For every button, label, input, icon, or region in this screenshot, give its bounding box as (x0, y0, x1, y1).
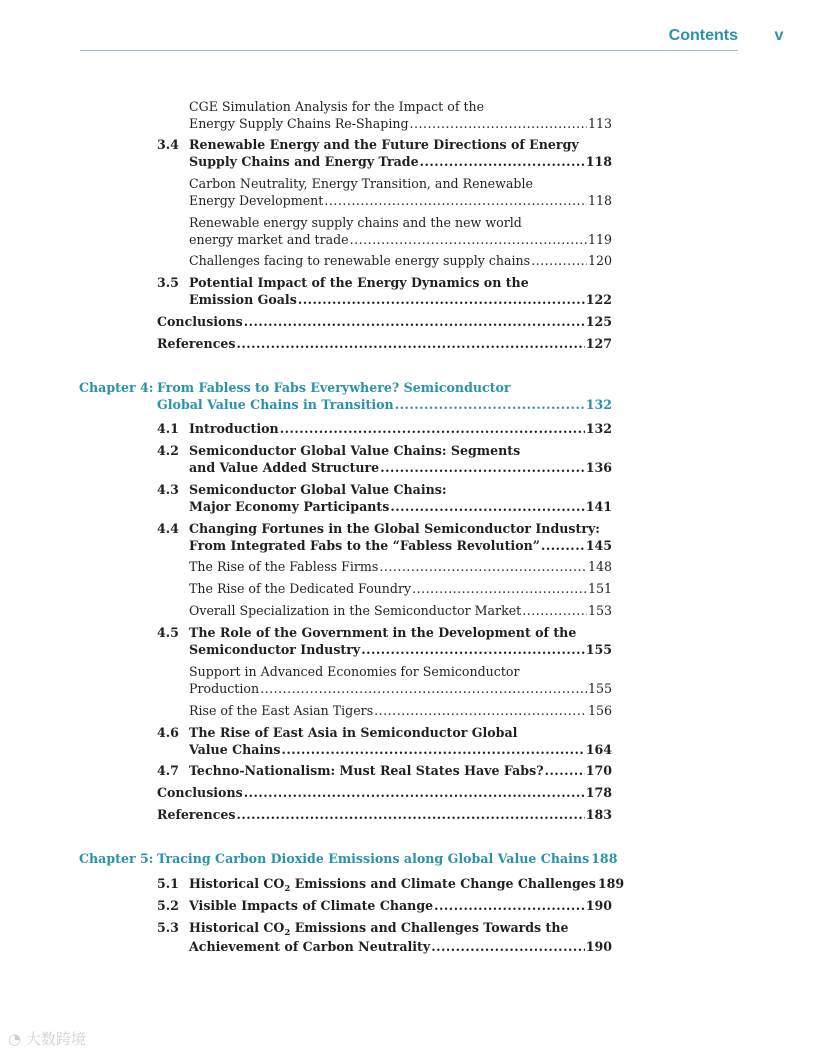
leader-dots (281, 742, 584, 759)
toc-entry-title: Challenges facing to renewable energy supply chains (189, 253, 531, 268)
toc-entry[interactable] (189, 99, 612, 132)
toc-entry-title: Rise of the East Asian Tigers (189, 703, 374, 718)
toc-entry[interactable] (189, 625, 612, 658)
toc-page-number: 122 (585, 291, 612, 307)
toc-page-number: 113 (587, 115, 612, 131)
toc-page-number: 120 (587, 253, 612, 268)
toc-entry[interactable] (189, 763, 612, 780)
leader-dots (350, 232, 587, 249)
toc-entry[interactable] (157, 336, 612, 353)
toc-entry-title: Historical $CO_2$ Emissions and Climate Change Challenges (189, 876, 596, 894)
toc-entry[interactable] (189, 137, 612, 170)
toc-page-number: 132 (585, 421, 612, 436)
leader-dots (260, 681, 587, 698)
toc-entry[interactable] (189, 703, 612, 720)
section-number: 5.2 (157, 898, 179, 913)
toc-page-number: 155 (585, 641, 612, 657)
toc-page-number: 125 (585, 314, 612, 329)
toc-entry-title: Techno-Nationalism: Must Real States Have Fabs? (189, 763, 544, 778)
leader-dots (324, 193, 587, 210)
leader-dots (531, 253, 587, 270)
toc-entry-title: Carbon Neutrality, Energy Transition, and Renewable (189, 176, 533, 191)
leader-dots (298, 292, 585, 309)
toc-entry[interactable] (189, 725, 612, 758)
toc-entry-title: Changing Fortunes in the Global Semiconductor Industry: (189, 521, 600, 536)
leader-dots (431, 939, 585, 956)
leader-dots (412, 581, 587, 598)
toc-page-number: 118 (585, 153, 612, 169)
leader-dots (244, 785, 585, 802)
toc-page-number: 119 (587, 231, 612, 247)
toc-entry[interactable] (189, 253, 612, 270)
toc-entry[interactable] (189, 603, 612, 620)
toc-entry-title: Overall Specialization in the Semiconductor Market (189, 603, 522, 618)
leader-dots (390, 499, 584, 516)
toc-page-number: 190 (585, 938, 612, 954)
leader-dots (236, 336, 584, 353)
toc-page-number: 189 (597, 876, 625, 891)
leader-dots (541, 538, 585, 555)
toc-entry-title: Historical $CO_2$ Emissions and Challenges Towards the (189, 920, 569, 938)
toc-entry[interactable] (157, 807, 612, 824)
header-divider (80, 50, 738, 51)
toc-entry[interactable] (189, 443, 612, 476)
chapter-entry[interactable] (157, 380, 612, 413)
chapter-title: Tracing Carbon Dioxide Emissions along Global Value Chains (157, 851, 590, 866)
toc-page-number: 118 (587, 192, 612, 208)
watermark: ◔ 大数跨境 (8, 1030, 86, 1048)
toc-page-number: 127 (585, 336, 612, 351)
toc-entry-title: Supply Chains and Energy Trade (189, 153, 419, 169)
section-number: 4.5 (157, 625, 179, 640)
toc-page-number: 164 (585, 741, 612, 757)
leader-dots (280, 421, 585, 438)
toc-page-number: 178 (585, 785, 612, 800)
section-number: 4.2 (157, 443, 179, 458)
toc-entry-title: Achievement of Carbon Neutrality (189, 938, 431, 954)
toc-entry-title: The Rise of the Fabless Firms (189, 559, 379, 574)
toc-entry-title: Potential Impact of the Energy Dynamics on the (189, 275, 529, 290)
toc-entry[interactable] (189, 920, 612, 955)
chapter-label: Chapter 4: (79, 380, 154, 395)
chapter-title: Global Value Chains in Transition (157, 396, 394, 412)
toc-entry-title: Introduction (189, 421, 279, 436)
toc-entry-title: Production (189, 680, 260, 696)
toc-page-number: 155 (587, 680, 612, 696)
toc-entry[interactable] (189, 876, 625, 895)
toc-entry-title: Conclusions (157, 314, 243, 329)
leader-dots (434, 898, 585, 915)
toc-page-number: 141 (585, 498, 612, 514)
section-number: 3.4 (157, 137, 179, 152)
toc-entry[interactable] (189, 215, 612, 248)
toc-entry[interactable] (157, 314, 612, 331)
toc-entry[interactable] (189, 176, 612, 209)
toc-page-number: 156 (587, 703, 612, 718)
toc-page-number: 153 (587, 603, 612, 618)
toc-entry[interactable] (189, 521, 612, 554)
running-header-title: Contents (668, 27, 738, 44)
leader-dots (379, 559, 587, 576)
toc-page-number: 148 (587, 559, 612, 574)
section-number: 4.1 (157, 421, 179, 436)
toc-entry-title: Conclusions (157, 785, 243, 800)
leader-dots (380, 460, 585, 477)
toc-entry-title: Emission Goals (189, 291, 297, 307)
leader-dots (420, 154, 585, 171)
toc-entry[interactable] (189, 482, 612, 515)
toc-page-number: 170 (585, 763, 612, 778)
section-number: 5.1 (157, 876, 179, 891)
toc-entry[interactable] (189, 664, 612, 697)
toc-page-number: 188 (591, 851, 618, 866)
chapter-label: Chapter 5: (79, 851, 154, 866)
toc-entry[interactable] (189, 421, 612, 438)
leader-dots (522, 603, 587, 620)
section-number: 4.3 (157, 482, 179, 497)
section-number: 3.5 (157, 275, 179, 290)
toc-entry-title: References (157, 807, 236, 822)
leader-dots (236, 807, 584, 824)
toc-entry-title: Semiconductor Global Value Chains: (189, 482, 447, 497)
toc-entry-title: Renewable energy supply chains and the new world (189, 215, 522, 230)
toc-page-number: 132 (585, 396, 612, 412)
leader-dots (361, 642, 585, 659)
watermark-logo-icon: ◔ (8, 1030, 22, 1048)
toc-entry-title: The Role of the Government in the Development of the (189, 625, 577, 640)
toc-entry[interactable] (189, 275, 612, 308)
toc-entry-title: The Rise of the Dedicated Foundry (189, 581, 412, 596)
toc-entry-title: Semiconductor Global Value Chains: Segments (189, 443, 521, 458)
toc-entry[interactable] (189, 898, 612, 915)
section-number: 4.4 (157, 521, 179, 536)
leader-dots (410, 116, 587, 133)
toc-entry[interactable] (189, 581, 612, 598)
chapter-entry[interactable] (157, 851, 618, 868)
section-number: 4.7 (157, 763, 179, 778)
toc-entry-title: Energy Supply Chains Re-Shaping (189, 115, 409, 131)
toc-page-number: 151 (587, 581, 612, 596)
toc-entry-title: and Value Added Structure (189, 459, 380, 475)
toc-entry-title: Semiconductor Industry (189, 641, 361, 657)
toc-page-number: 145 (585, 537, 612, 553)
toc-entry-title: Visible Impacts of Climate Change (189, 898, 434, 913)
chapter-title: From Fabless to Fabs Everywhere? Semiconductor (157, 380, 511, 395)
toc-entry-title: Value Chains (189, 741, 281, 757)
toc-page-number: 136 (585, 459, 612, 475)
toc-entry-title: Support in Advanced Economies for Semiconductor (189, 664, 520, 679)
toc-page-number: 183 (585, 807, 612, 822)
toc-page-number: 190 (585, 898, 612, 913)
toc-entry-title: CGE Simulation Analysis for the Impact of the (189, 99, 485, 114)
toc-entry-title: References (157, 336, 236, 351)
leader-dots (244, 314, 585, 331)
toc-entry-title: From Integrated Fabs to the “Fabless Revolution” (189, 537, 540, 553)
leader-dots (395, 397, 585, 414)
page-number: v (774, 27, 784, 44)
toc-entry-title: Energy Development (189, 192, 324, 208)
toc-entry[interactable] (189, 559, 612, 576)
toc-entry-title: Renewable Energy and the Future Directions of Energy (189, 137, 579, 152)
toc-entry-title: energy market and trade (189, 231, 349, 247)
toc-entry-title: Major Economy Participants (189, 498, 390, 514)
section-number: 5.3 (157, 920, 179, 935)
toc-entry-title: The Rise of East Asia in Semiconductor Global (189, 725, 518, 740)
toc-entry[interactable] (157, 785, 612, 802)
leader-dots (374, 703, 587, 720)
leader-dots (545, 763, 585, 780)
section-number: 4.6 (157, 725, 179, 740)
